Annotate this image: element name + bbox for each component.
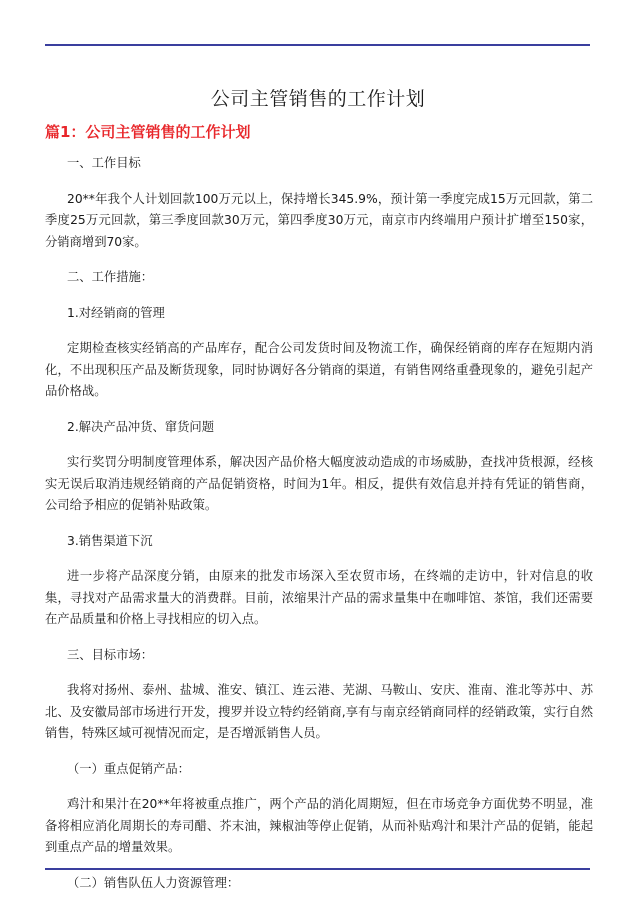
paragraph-key-products: 鸡汁和果汁在20**年将被重点推广，两个产品的消化周期短，但在市场竞争方面优势不明显，准备将相应消化周期长的寿司醋、芥末油，辣椒油等停止促销，从而补贴鸡汁和果汁产品的促销，能起到重点产品的增量效果。 [45, 797, 593, 854]
paragraph-target-market: 我将对扬州、泰州、盐城、淮安、镇江、连云港、芜湖、马鞍山、安庆、淮南、淮北等苏中、苏北、及安徽局部市场进行开发，搜罗并设立特约经销商,享有与南京经销商同样的经销政策，实行自然销售，特殊区域可视情况而定，是否增派销售人员。 [45, 683, 593, 740]
heading-dealer-management: 1.对经销商的管理 [67, 305, 165, 320]
heading-work-measures: 二、工作措施： [67, 270, 154, 284]
header-rule [45, 44, 590, 46]
heading-work-goals: 一、工作目标 [67, 156, 141, 170]
heading-target-market: 三、目标市场： [67, 647, 154, 662]
document-body [45, 153, 593, 908]
heading-cross-selling: 2.解决产品冲货、窜货问题 [67, 419, 214, 434]
paragraph-cross-selling: 实行奖罚分明制度管理体系，解决因产品价格大幅度波动造成的市场威胁，查找冲货根源，经核实无误后取消违规经销商的产品促销资格，时间为1年。相反，提供有效信息并持有凭证的销售商，公司给予相应的促销补贴政策。 [45, 455, 593, 512]
paragraph-channel-sinking: 进一步将产品深度分销，由原来的批发市场深入至农贸市场，在终端的走访中，针对信息的收集，寻找对产品需求量大的消费群。目前，浓缩果汁产品的需求量集中在咖啡馆、茶馆，我们还需要在产品质量和价格上寻找相应的切入点。 [45, 569, 593, 626]
footer-rule [45, 868, 590, 870]
document-title: 公司主管销售的工作计划 [210, 88, 426, 110]
paragraph-dealer-management: 定期检查核实经销高的产品库存，配合公司发货时间及物流工作，确保经销商的库存在短期内消化，不出现积压产品及断货现象，同时协调好各分销商的渠道，有销售网络重叠现象的，避免引起产品价格战。 [45, 341, 593, 398]
section-heading: 篇1：公司主管销售的工作计划 [45, 123, 251, 141]
heading-sales-team: （二）销售队伍人力资源管理： [67, 875, 240, 890]
paragraph-work-goals: 20**年我个人计划回款100万元以上，保持增长345.9%，预计第一季度完成15万元回款，第二季度25万元回款，第三季度回款30万元，第四季度30万元，南京市内终端用户预计扩增至150家，分销商增到70家。 [45, 191, 593, 249]
heading-channel-sinking: 3.销售渠道下沉 [67, 533, 153, 548]
heading-key-products: （一）重点促销产品： [67, 761, 190, 776]
